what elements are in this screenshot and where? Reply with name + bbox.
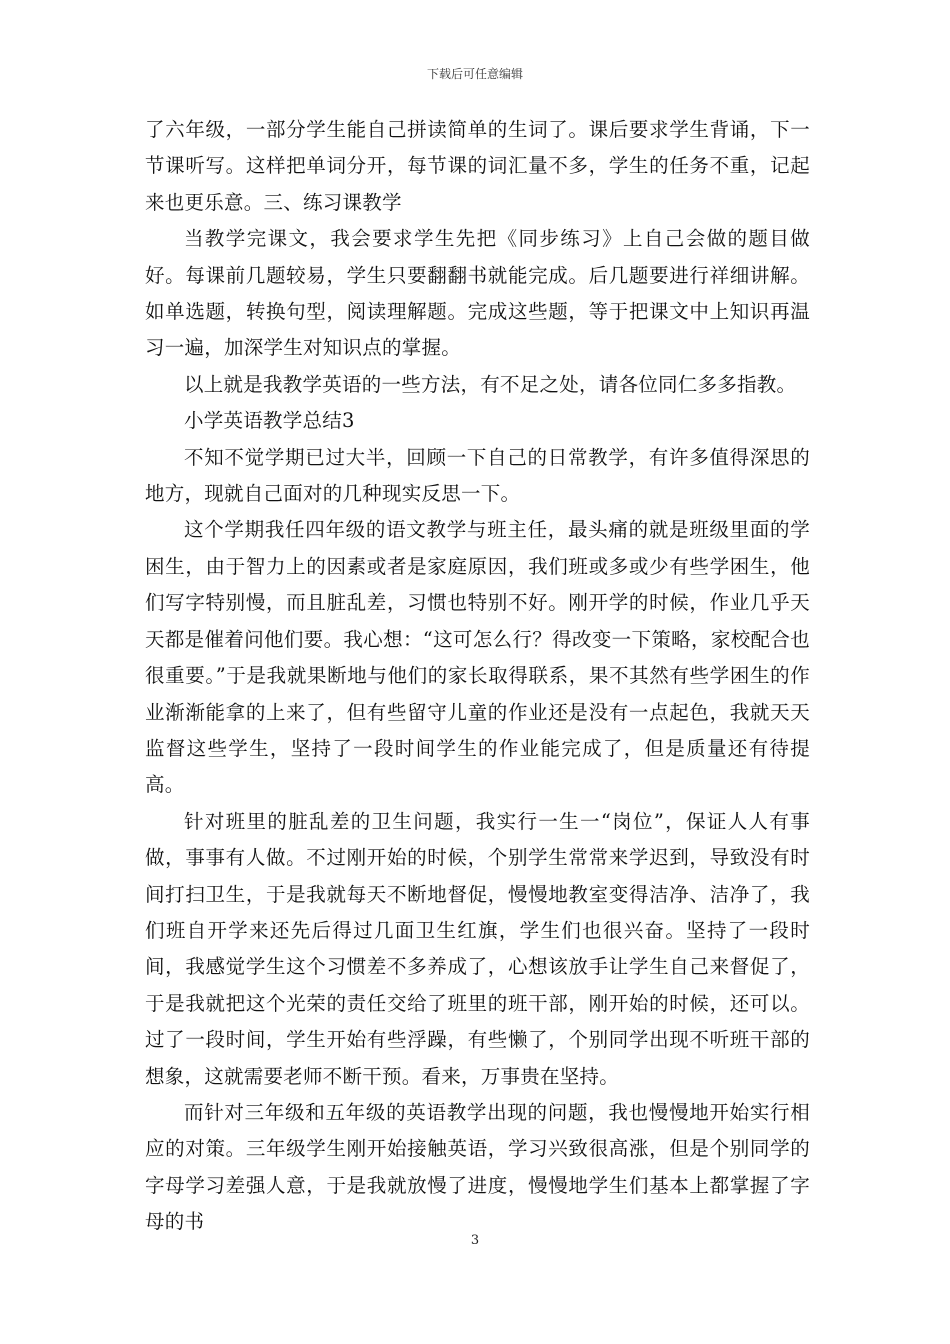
paragraph-english-teaching: 而针对三年级和五年级的英语教学出现的问题，我也慢慢地开始实行相应的对策。三年级学生刚开始接触英语，学习兴致很高涨，但是个别同学的字母学习差强人意，于是我就放慢了进度，慢慢地学生们基本上都掌握了字母的书 <box>145 1100 810 1234</box>
paragraph-conclusion: 以上就是我教学英语的一些方法，有不足之处，请各位同仁多多指教。 <box>184 372 797 396</box>
paragraph-hygiene: 针对班里的脏乱差的卫生问题，我实行一生一“岗位”，保证人人有事做，事事有人做。不过刚开始的时候，个别学生常常来学迟到，导致没有时间打扫卫生，于是我就每天不断地督促，慢慢地教室变得洁净、洁净了，我们班自开学来还先后得过几面卫生红旗，学生们也很兴奋。坚持了一段时间，我感觉学生这个习惯差不多养成了，心想该放手让学生自己来督促了，于是我就把这个光荣的责任交给了班里的班干部，刚开始的时候，还可以。过了一段时间，学生开始有些浮躁，有些懒了，个别同学出现不听班干部的想象，这就需要老师不断干预。看来，万事贵在坚持。 <box>145 809 810 1088</box>
document-body <box>145 112 810 1241</box>
paragraph-struggling-students: 这个学期我任四年级的语文教学与班主任，最头痛的就是班级里面的学困生，由于智力上的因素或者是家庭原因，我们班或多或少有些学困生，他们写字特别慢，而且脏乱差，习惯也特别不好。刚开学的时候，作业几乎天天都是催着问他们要。我心想：“这可怎么行？得改变一下策略，家校配合也很重要。”于是我就果断地与他们的家长取得联系，果不其然有些学困生的作业渐渐能拿的上来了，但有些留守儿童的作业还是没有一点起色，我就天天监督这些学生，坚持了一段时间学生的作业能完成了，但是质量还有待提高。 <box>145 518 810 797</box>
section-title: 小学英语教学总结3 <box>184 409 355 433</box>
paragraph-continuation: 了六年级，一部分学生能自己拼读简单的生词了。课后要求学生背诵，下一节课听写。这样把单词分开，每节课的词汇量不多，学生的任务不重，记起来也更乐意。三、练习课教学 <box>145 118 810 214</box>
page-header: 下载后可任意编辑 <box>426 67 523 81</box>
page-number: 3 <box>470 1233 480 1248</box>
paragraph-intro: 不知不觉学期已过大半，回顾一下自己的日常教学，有许多值得深思的地方，现就自己面对的几种现实反思一下。 <box>145 445 810 506</box>
paragraph-practice-lesson: 当教学完课文，我会要求学生先把《同步练习》上自己会做的题目做好。每课前几题较易，学生只要翻翻书就能完成。后几题要进行祥细讲解。如单选题，转换句型，阅读理解题。完成这些题，等于把课文中上知识再温习一遍，加深学生对知识点的掌握。 <box>145 227 810 360</box>
